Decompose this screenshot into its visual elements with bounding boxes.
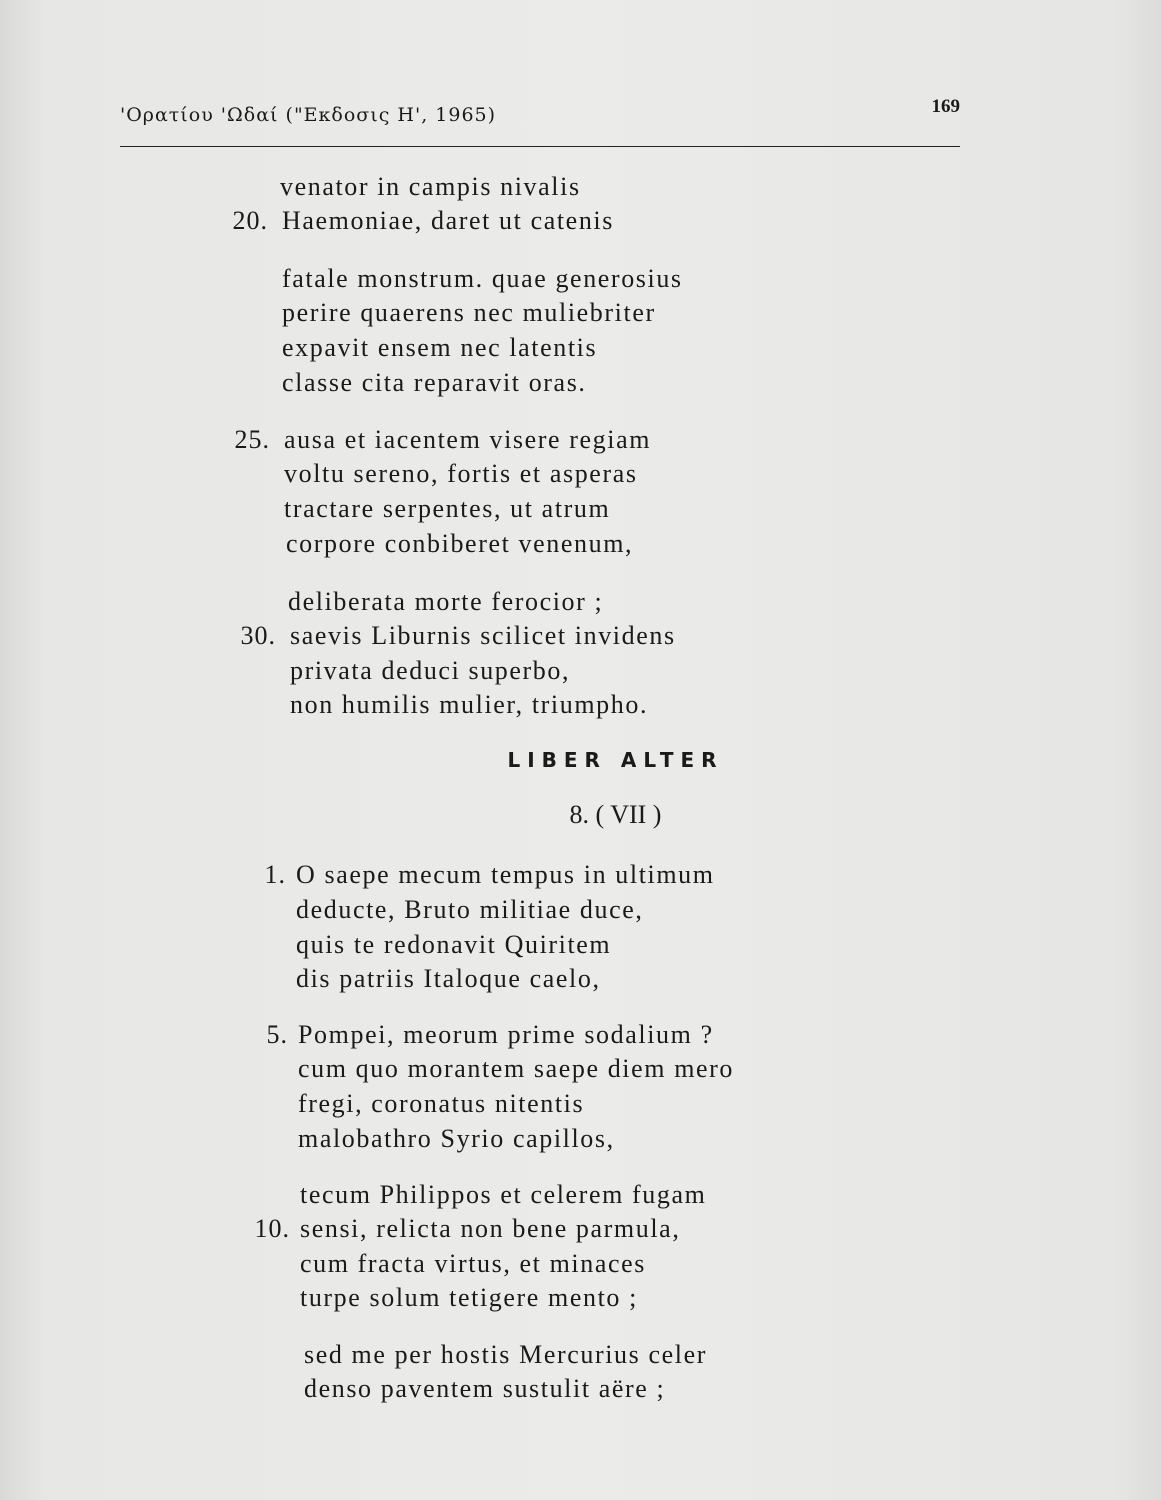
line-number: 25. xyxy=(234,425,270,454)
book-title: LIBER ALTER xyxy=(507,748,724,772)
verse-line: turpe solum tetigere mento ; xyxy=(300,1283,638,1312)
page-number: 169 xyxy=(931,96,960,117)
verse-line: quis te redonavit Quiritem xyxy=(296,930,612,959)
line-number: 1. xyxy=(264,860,286,889)
line-number: 30. xyxy=(240,621,276,650)
line-number: 10. xyxy=(254,1214,290,1243)
verse-line: deducte, Bruto militiae duce, xyxy=(296,895,644,924)
verse-line: perire quaerens nec muliebriter xyxy=(282,298,656,327)
verse-line: denso paventem sustulit aëre ; xyxy=(304,1374,666,1403)
verse-line: fregi, coronatus nitentis xyxy=(298,1089,585,1118)
verse-line: deliberata morte ferocior ; xyxy=(288,587,604,616)
verse-line: malobathro Syrio capillos, xyxy=(298,1124,615,1153)
verse-line: privata deduci superbo, xyxy=(290,656,571,685)
verse-line: classe cita reparavit oras. xyxy=(282,368,587,397)
verse-line: saevis Liburnis scilicet invidens xyxy=(290,621,676,650)
verse-line: sed me per hostis Mercurius celer xyxy=(304,1340,707,1369)
verse-line: non humilis mulier, triumpho. xyxy=(290,690,649,719)
verse-line: cum fracta virtus, et minaces xyxy=(300,1249,646,1278)
verse-line: venator in campis nivalis xyxy=(280,172,581,201)
verse-line: cum quo morantem saepe diem mero xyxy=(298,1054,735,1083)
verse-line: Haemoniae, daret ut catenis xyxy=(282,206,614,235)
verse-line: tecum Philippos et celerem fugam xyxy=(300,1180,707,1209)
verse-line: tractare serpentes, ut atrum xyxy=(284,494,611,523)
verse-line: fatale monstrum. quae generosius xyxy=(282,264,683,293)
verse-line: Pompei, meorum prime sodalium ? xyxy=(298,1020,714,1049)
verse-line: ausa et iacentem visere regiam xyxy=(284,425,652,454)
verse-line: corpore conbiberet venenum, xyxy=(286,529,634,558)
verse-line: dis patriis Italoque caelo, xyxy=(296,964,601,993)
verse-line: sensi, relicta non bene parmula, xyxy=(300,1214,681,1243)
verse-line: expavit ensem nec latentis xyxy=(282,333,598,362)
running-title: 'Ορατίου 'Ωδαί ("Εκδοσις Η', 1965) xyxy=(120,104,497,126)
verse-line: voltu sereno, fortis et asperas xyxy=(284,459,638,488)
line-number: 5. xyxy=(266,1020,288,1049)
running-header xyxy=(120,96,960,147)
verse-line: O saepe mecum tempus in ultimum xyxy=(296,860,715,889)
line-number: 20. xyxy=(232,206,268,235)
ode-title: 8. ( VII ) xyxy=(569,800,662,829)
